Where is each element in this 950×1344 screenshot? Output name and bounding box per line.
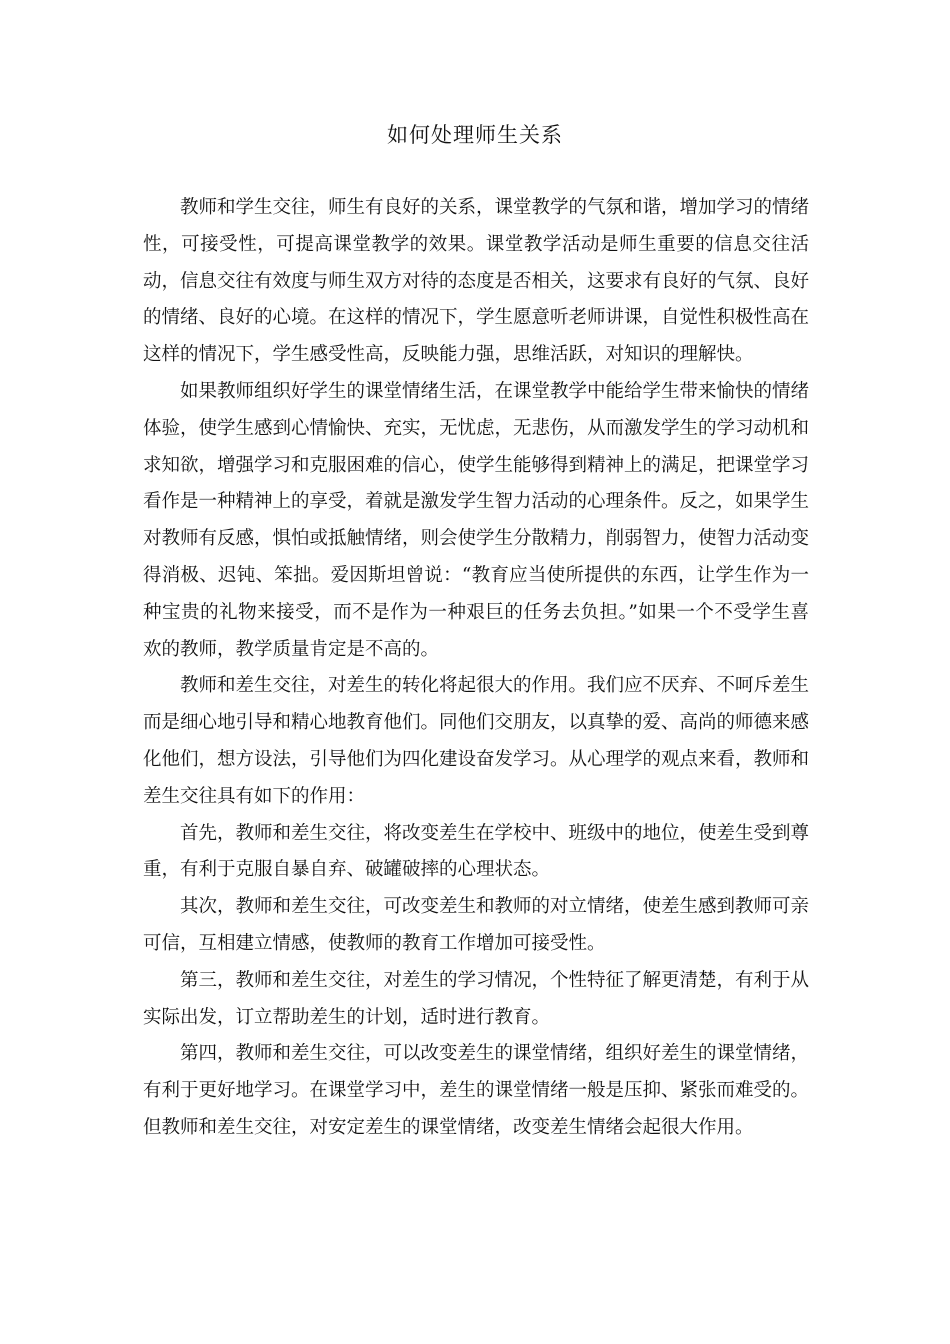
paragraph-3: 教师和差生交往，对差生的转化将起很大的作用。我们应不厌弃、不呵斥差生而是细心地引导和精心地教育他们。同他们交朋友，以真挚的爱、高尚的师德来感化他们，想方设法，引导他们为四化建设奋发学习。从心理学的观点来看，教师和差生交往具有如下的作用： (143, 675, 810, 807)
paragraph-7: 第四，教师和差生交往，可以改变差生的课堂情绪，组织好差生的课堂情绪，有利于更好地学习。在课堂学习中，差生的课堂情绪一般是压抑、紧张而难受的。但教师和差生交往，对安定差生的课堂情绪，改变差生情绪会起很大作用。 (143, 1043, 810, 1138)
document-body (143, 190, 809, 1147)
paragraph-1: 教师和学生交往，师生有良好的关系，课堂教学的气氛和谐，增加学习的情绪性，可接受性，可提高课堂教学的效果。课堂教学活动是师生重要的信息交往活动，信息交往有效度与师生双方对待的态度是否相关，这要求有良好的气氛、良好的情绪、良好的心境。在这样的情况下，学生愿意听老师讲课，自觉性积极性高在这样的情况下，学生感受性高，反映能力强，思维活跃，对知识的理解快。 (143, 197, 810, 366)
paragraph-6: 第三，教师和差生交往，对差生的学习情况，个性特征了解更清楚，有利于从实际出发，订立帮助差生的计划，适时进行教育。 (143, 969, 810, 1028)
paragraph-4: 首先，教师和差生交往，将改变差生在学校中、班级中的地位，使差生受到尊重，有利于克服自暴自弃、破罐破摔的心理状态。 (143, 822, 810, 881)
paragraph-5: 其次，教师和差生交往，可改变差生和教师的对立情绪，使差生感到教师可亲可信，互相建立情感，使教师的教育工作增加可接受性。 (143, 896, 810, 954)
paragraph-2: 如果教师组织好学生的课堂情绪生活，在课堂教学中能给学生带来愉快的情绪体验，使学生感到心情愉快、充实，无忧虑，无悲伤，从而激发学生的学习动机和求知欲，增强学习和克服困难的信心，使学生能够得到精神上的满足，把课堂学习看作是一种精神上的享受，着就是激发学生智力活动的心理条件。反之，如果学生对教师有反感，惧怕或抵触情绪，则会使学生分散精力，削弱智力，使智力活动变得消极、迟钝、笨拙。爱因斯坦曾说：“教育应当使所提供的东西，让学生作为一种宝贵的礼物来接受，而不是作为一种艰巨的任务去负担。”如果一个不受学生喜欢的教师，教学质量肯定是不高的。 (143, 380, 810, 660)
document-title: 如何处理师生关系 (387, 123, 563, 147)
